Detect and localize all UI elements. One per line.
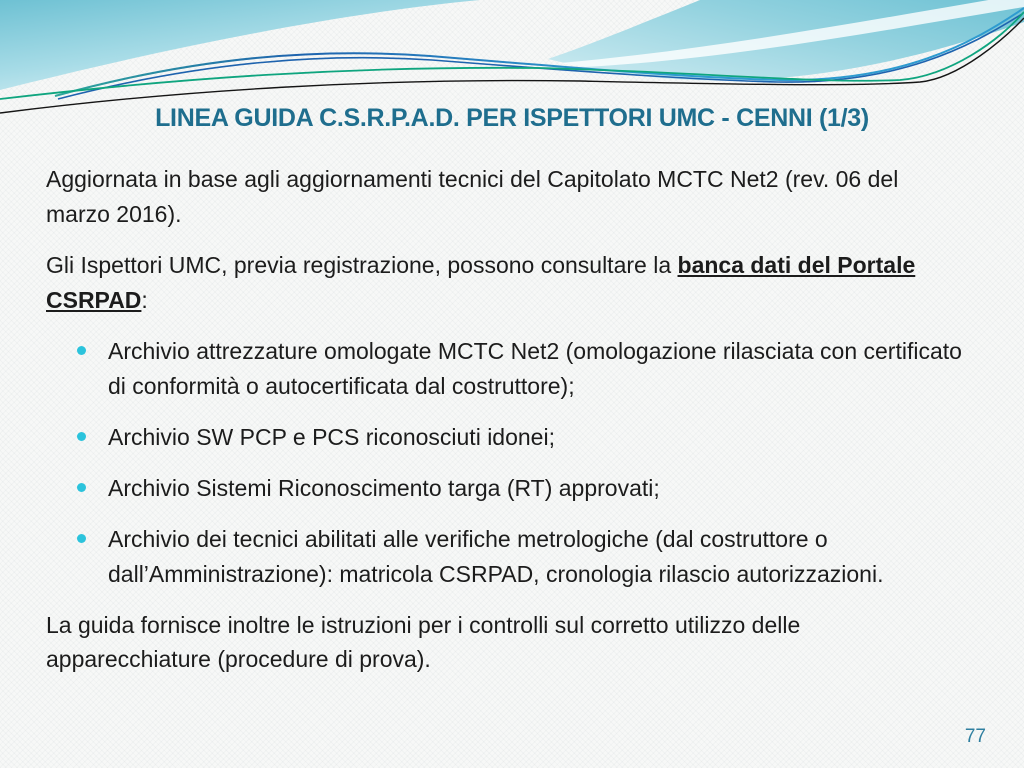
bullet-dot-icon bbox=[77, 534, 86, 543]
text-run: Archivio Sistemi Riconoscimento targa (RT) approvati; bbox=[108, 474, 660, 501]
header-wave-graphic bbox=[0, 0, 1024, 120]
text-run: Archivio SW PCP e PCS riconosciuti idonei; bbox=[108, 423, 555, 450]
slide-title: LINEA GUIDA C.S.R.P.A.D. PER ISPETTORI UMC - CENNI (1/3) bbox=[155, 104, 869, 132]
text-run: Gli Ispettori UMC, previa registrazione, possono consultare la banca dati del Portale CSRPAD: bbox=[46, 251, 916, 313]
slide-body bbox=[46, 162, 966, 693]
bullet-item bbox=[46, 420, 966, 455]
paragraph bbox=[46, 162, 966, 232]
text-run: La guida fornisce inoltre le istruzioni per i controlli sul corretto utilizzo delle apparecchiature (procedure di prova). bbox=[46, 611, 801, 673]
page-number: 77 bbox=[964, 726, 986, 747]
bullet-dot-icon bbox=[77, 483, 86, 492]
text-run: Archivio dei tecnici abilitati alle verifiche metrologiche (dal costruttore o dall’Amministrazione): matricola CSRPAD, cronologia rilascio autorizzazioni. bbox=[108, 525, 884, 587]
text-run: Aggiornata in base agli aggiornamenti tecnici del Capitolato MCTC Net2 (rev. 06 del marzo 2016). bbox=[46, 166, 899, 227]
text-run: Archivio attrezzature omologate MCTC Net2 (omologazione rilasciata con certificato di conformità o autocertificata dal costruttore); bbox=[108, 337, 962, 399]
bullet-item bbox=[46, 471, 966, 506]
paragraph bbox=[46, 608, 966, 678]
bullet-item bbox=[46, 522, 966, 592]
bullet-item bbox=[46, 334, 966, 404]
bullet-dot-icon bbox=[77, 432, 86, 441]
paragraph bbox=[46, 248, 966, 318]
bullet-dot-icon bbox=[77, 346, 86, 355]
